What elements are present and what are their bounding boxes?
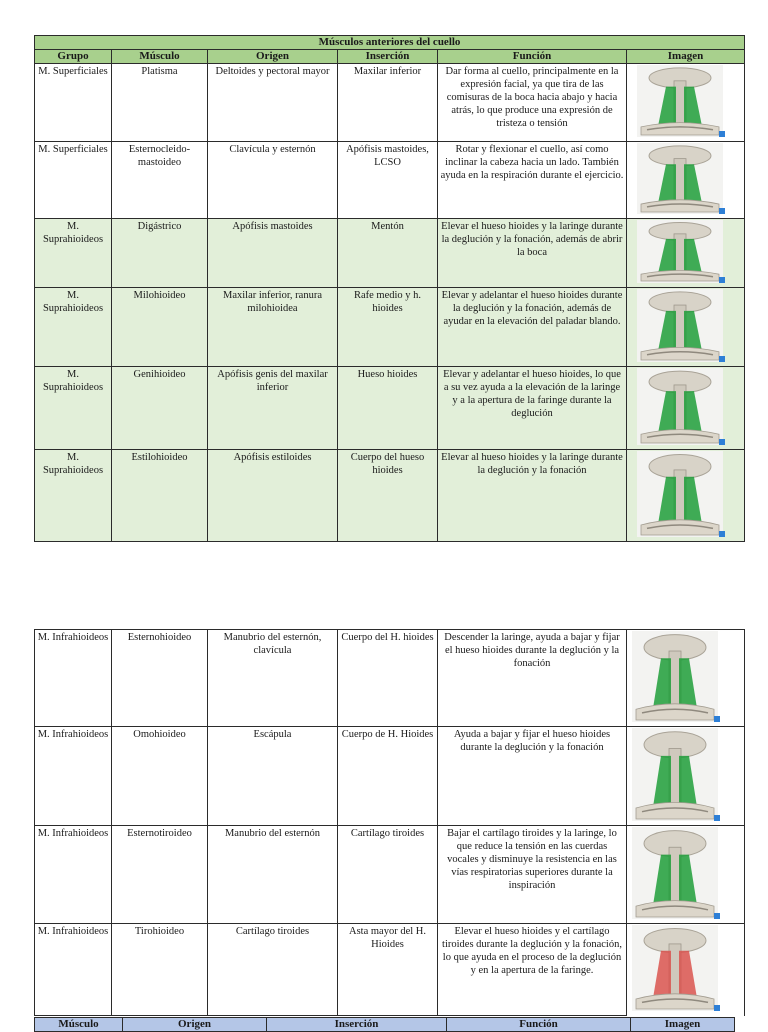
cell-funcion: Rotar y flexionar el cuello, así como inclinar la cabeza hacia un lado. También ayuda en la respiración durante el ejercicio.	[438, 142, 627, 219]
cell-insercion: Rafe medio y h. hioides	[338, 288, 438, 367]
header-musculo: Músculo	[35, 1018, 123, 1032]
cell-origen: Apófisis mastoides	[208, 219, 338, 288]
neck-anatomy-image	[637, 143, 723, 214]
header-musculo: Músculo	[112, 50, 208, 64]
cell-imagen	[627, 288, 745, 367]
cell-imagen	[627, 826, 745, 924]
image-anchor-icon	[719, 277, 725, 283]
cell-funcion: Dar forma al cuello, principalmente en la expresión facial, ya que tira de las comisuras de la boca hacia abajo y hacia atrás, lo que produce una expresión de tristeza o tensión	[438, 64, 627, 142]
cell-imagen	[627, 924, 745, 1016]
header-imagen: Imagen	[627, 50, 745, 64]
cell-origen: Manubrio del esternón	[208, 826, 338, 924]
table-row	[35, 826, 745, 924]
table-row	[35, 288, 745, 367]
cell-insercion: Maxilar inferior	[338, 64, 438, 142]
cell-imagen	[627, 142, 745, 219]
header-origen: Origen	[123, 1018, 267, 1032]
cell-funcion: Ayuda a bajar y fijar el hueso hioides durante la deglución y la fonación	[438, 727, 627, 826]
neck-anatomy-image	[632, 925, 718, 1011]
header-insercion: Inserción	[338, 50, 438, 64]
cell-insercion: Cuerpo de H. Hioides	[338, 727, 438, 826]
cell-grupo: M. Infrahioideos	[35, 826, 112, 924]
cell-origen: Maxilar inferior, ranura milohioidea	[208, 288, 338, 367]
neck-anatomy-image	[637, 289, 723, 362]
cell-origen: Manubrio del esternón, clavícula	[208, 630, 338, 727]
image-anchor-icon	[719, 439, 725, 445]
cell-funcion: Elevar el hueso hioides y el cartílago tiroides durante la deglución y la fonación, lo que ayuda en el proceso de la deglución y en la apertura de la faringe.	[438, 924, 627, 1016]
cell-grupo: M. Superficiales	[35, 142, 112, 219]
cell-imagen	[627, 727, 745, 826]
cell-insercion: Cuerpo del H. hioides	[338, 630, 438, 727]
neck-anatomy-image	[637, 220, 723, 283]
table-row	[35, 727, 745, 826]
cell-origen: Deltoides y pectoral mayor	[208, 64, 338, 142]
cell-funcion: Elevar y adelantar el hueso hioides, lo que a su vez ayuda a la elevación de la laringe y a la apertura de la faringe durante la deglución	[438, 367, 627, 450]
table-title: Músculos anteriores del cuello	[35, 36, 745, 50]
header-origen: Origen	[208, 50, 338, 64]
image-anchor-icon	[714, 913, 720, 919]
cell-grupo: M. Superficiales	[35, 64, 112, 142]
image-anchor-icon	[714, 716, 720, 722]
cell-insercion: Apófisis mastoides, LCSO	[338, 142, 438, 219]
cell-insercion: Mentón	[338, 219, 438, 288]
cell-grupo: M. Suprahioideos	[35, 367, 112, 450]
cell-musculo: Genihioideo	[112, 367, 208, 450]
cell-origen: Cartílago tiroides	[208, 924, 338, 1016]
cell-musculo: Esternohioideo	[112, 630, 208, 727]
cell-musculo: Milohioideo	[112, 288, 208, 367]
header-imagen: Imagen	[631, 1018, 735, 1032]
neck-anatomy-image	[637, 451, 723, 537]
table-row	[35, 64, 745, 142]
cell-grupo: M. Suprahioideos	[35, 450, 112, 542]
table-row	[35, 450, 745, 542]
table-row	[35, 367, 745, 450]
cell-musculo: Omohioideo	[112, 727, 208, 826]
header-grupo: Grupo	[35, 50, 112, 64]
cell-imagen	[627, 630, 745, 727]
cell-origen: Apófisis genis del maxilar inferior	[208, 367, 338, 450]
cell-insercion: Asta mayor del H. Hioides	[338, 924, 438, 1016]
image-anchor-icon	[719, 208, 725, 214]
cell-musculo: Esternocleido-mastoideo	[112, 142, 208, 219]
cell-musculo: Digástrico	[112, 219, 208, 288]
cell-funcion: Elevar y adelantar el hueso hioides durante la deglución y la fonación, además de ayudar en la elevación del paladar blando.	[438, 288, 627, 367]
header-funcion: Función	[447, 1018, 631, 1032]
table2-body	[35, 630, 745, 1016]
image-anchor-icon	[714, 815, 720, 821]
cell-origen: Escápula	[208, 727, 338, 826]
header-insercion: Inserción	[267, 1018, 447, 1032]
neck-anatomy-image	[637, 65, 723, 137]
cell-musculo: Estilohioideo	[112, 450, 208, 542]
cell-origen: Clavícula y esternón	[208, 142, 338, 219]
table1-body	[35, 64, 745, 542]
image-anchor-icon	[714, 1005, 720, 1011]
cell-grupo: M. Suprahioideos	[35, 219, 112, 288]
cell-imagen	[627, 367, 745, 450]
infrahyoid-muscles-table	[34, 629, 745, 1016]
next-table-header	[34, 1017, 735, 1032]
neck-anatomy-image	[637, 368, 723, 445]
neck-anatomy-image	[632, 728, 718, 821]
image-anchor-icon	[719, 131, 725, 137]
table-row	[35, 142, 745, 219]
table-row	[35, 630, 745, 727]
cell-musculo: Tirohioideo	[112, 924, 208, 1016]
cell-imagen	[627, 64, 745, 142]
cell-grupo: M. Infrahioideos	[35, 630, 112, 727]
image-anchor-icon	[719, 356, 725, 362]
neck-anatomy-image	[632, 827, 718, 919]
cell-insercion: Hueso hioides	[338, 367, 438, 450]
cell-origen: Apófisis estiloides	[208, 450, 338, 542]
cell-funcion: Elevar el hueso hioides y la laringe durante la deglución y la fonación, además de abrir la boca	[438, 219, 627, 288]
cell-insercion: Cuerpo del hueso hioides	[338, 450, 438, 542]
cell-musculo: Esternotiroideo	[112, 826, 208, 924]
cell-grupo: M. Infrahioideos	[35, 727, 112, 826]
table-row	[35, 219, 745, 288]
cell-funcion: Elevar al hueso hioides y la laringe durante la deglución y la fonación	[438, 450, 627, 542]
anterior-neck-muscles-table	[34, 35, 745, 542]
cell-grupo: M. Suprahioideos	[35, 288, 112, 367]
neck-anatomy-image	[632, 631, 718, 722]
cell-imagen	[627, 450, 745, 542]
cell-imagen	[627, 219, 745, 288]
cell-musculo: Platisma	[112, 64, 208, 142]
cell-grupo: M. Infrahioideos	[35, 924, 112, 1016]
cell-funcion: Descender la laringe, ayuda a bajar y fijar el hueso hioides durante la deglución y la fonación	[438, 630, 627, 727]
table-row	[35, 924, 745, 1016]
cell-funcion: Bajar el cartílago tiroides y la laringe, lo que reduce la tensión en las cuerdas vocales y disminuye la resistencia en las vías respiratorias superiores durante la inspiración	[438, 826, 627, 924]
image-anchor-icon	[719, 531, 725, 537]
header-funcion: Función	[438, 50, 627, 64]
cell-insercion: Cartílago tiroides	[338, 826, 438, 924]
